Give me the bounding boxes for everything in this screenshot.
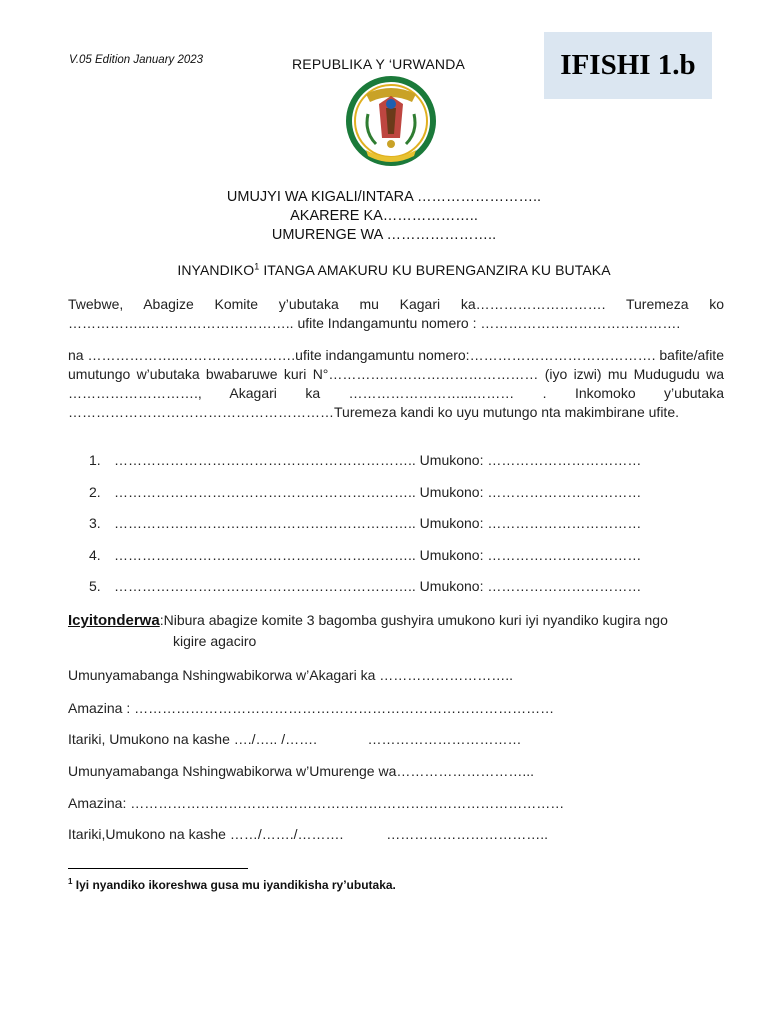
signature-number: 2.	[89, 483, 101, 500]
signature-number: 5.	[89, 578, 101, 594]
committee-signature-list	[89, 452, 641, 610]
footnote	[68, 878, 396, 892]
form-code-badge	[544, 32, 712, 99]
title-text-start: INYANDIKO	[177, 262, 255, 278]
footnote-mark: 1	[68, 877, 73, 886]
note-label: Icyitonderwa	[68, 612, 160, 629]
form-code-text: IFISHI 1.b	[560, 49, 696, 81]
signature-number: 1.	[89, 452, 101, 468]
sector-line: UMURENGE WA …………………..	[271, 227, 497, 243]
signature-text: ……………………………………………………….. Umukono: ……………………………	[114, 578, 642, 594]
note-continuation: kigire agaciro	[173, 633, 257, 649]
signature-line	[89, 547, 641, 579]
signature-text: ……………………………………………………….. Umukono: ……………………………	[114, 546, 642, 563]
title-footnote-mark: 1	[254, 261, 260, 272]
signature-line	[89, 452, 641, 484]
date-signature-stamp-cell: Itariki, Umukono na kashe …./….. /……. ……………………………	[68, 731, 522, 747]
owner-details-paragraph: na ………………..…………………….ufite indangamuntu nomero:…………………………………. bafite/afite umutungo w’ubutaka bwabaruwe kuri N°……………………………………… (iyo izwi) mu Mudugudu wa ………………………., Akagari ka ……………………...……… . Inkomoko y’ubutaka …………………………………………………Turemeza kandi ko uyu mutungo nta makimbirane ufite.	[68, 347, 724, 420]
district-line: AKARERE KA………………..	[290, 208, 478, 224]
note-block	[68, 610, 724, 652]
signature-text: ……………………………………………………….. Umukono: ……………………………	[114, 483, 642, 500]
names-field-cell: Amazina : ………………………………………………………………………………	[68, 700, 555, 716]
date-signature-stamp-sector: Itariki,Umukono na kashe ……/……./………. ……………………………..	[68, 826, 548, 842]
signature-number: 3.	[89, 515, 101, 531]
title-text-end: ITANGA AMAKURU KU BURENGANZIRA KU BUTAKA	[259, 262, 611, 278]
republic-heading: REPUBLIKA Y ‘URWANDA	[292, 56, 466, 72]
cell-secretary-field: Umunyamabanga Nshingwabikorwa w’Akagari ka ………………………..	[68, 667, 514, 683]
signature-text: ……………………………………………………….. Umukono: ……………………………	[114, 515, 642, 531]
signature-line	[89, 484, 641, 516]
document-title	[0, 262, 768, 278]
signature-text: ……………………………………………………….. Umukono: ……………………………	[114, 452, 642, 468]
footnote-separator	[68, 868, 248, 869]
signature-line	[89, 515, 641, 547]
signature-line	[89, 578, 641, 610]
administrative-header	[0, 188, 768, 245]
names-field-sector: Amazina: …………………………………………………………………………………	[68, 795, 565, 811]
note-text: :Nibura abagize komite 3 bagomba gushyira umukono kuri iyi nyandiko kugira ngo	[159, 612, 668, 628]
committee-statement-paragraph: Twebwe, Abagize Komite y’ubutaka mu Kagari ka………………………. Turemeza ko ……………..………………………….. ufite Indangamuntu nomero : …………………………………….	[68, 296, 724, 331]
edition-label: V.05 Edition January 2023	[69, 54, 204, 66]
city-province-line: UMUJYI WA KIGALI/INTARA ……………………..	[226, 189, 542, 205]
footnote-text: Iyi nyandiko ikoreshwa gusa mu iyandikisha ry’ubutaka.	[72, 878, 396, 892]
rwanda-coat-of-arms-icon	[346, 74, 436, 170]
signature-number: 4.	[89, 546, 101, 563]
sector-secretary-field: Umunyamabanga Nshingwabikorwa w’Umurenge wa………………………...	[68, 763, 535, 779]
